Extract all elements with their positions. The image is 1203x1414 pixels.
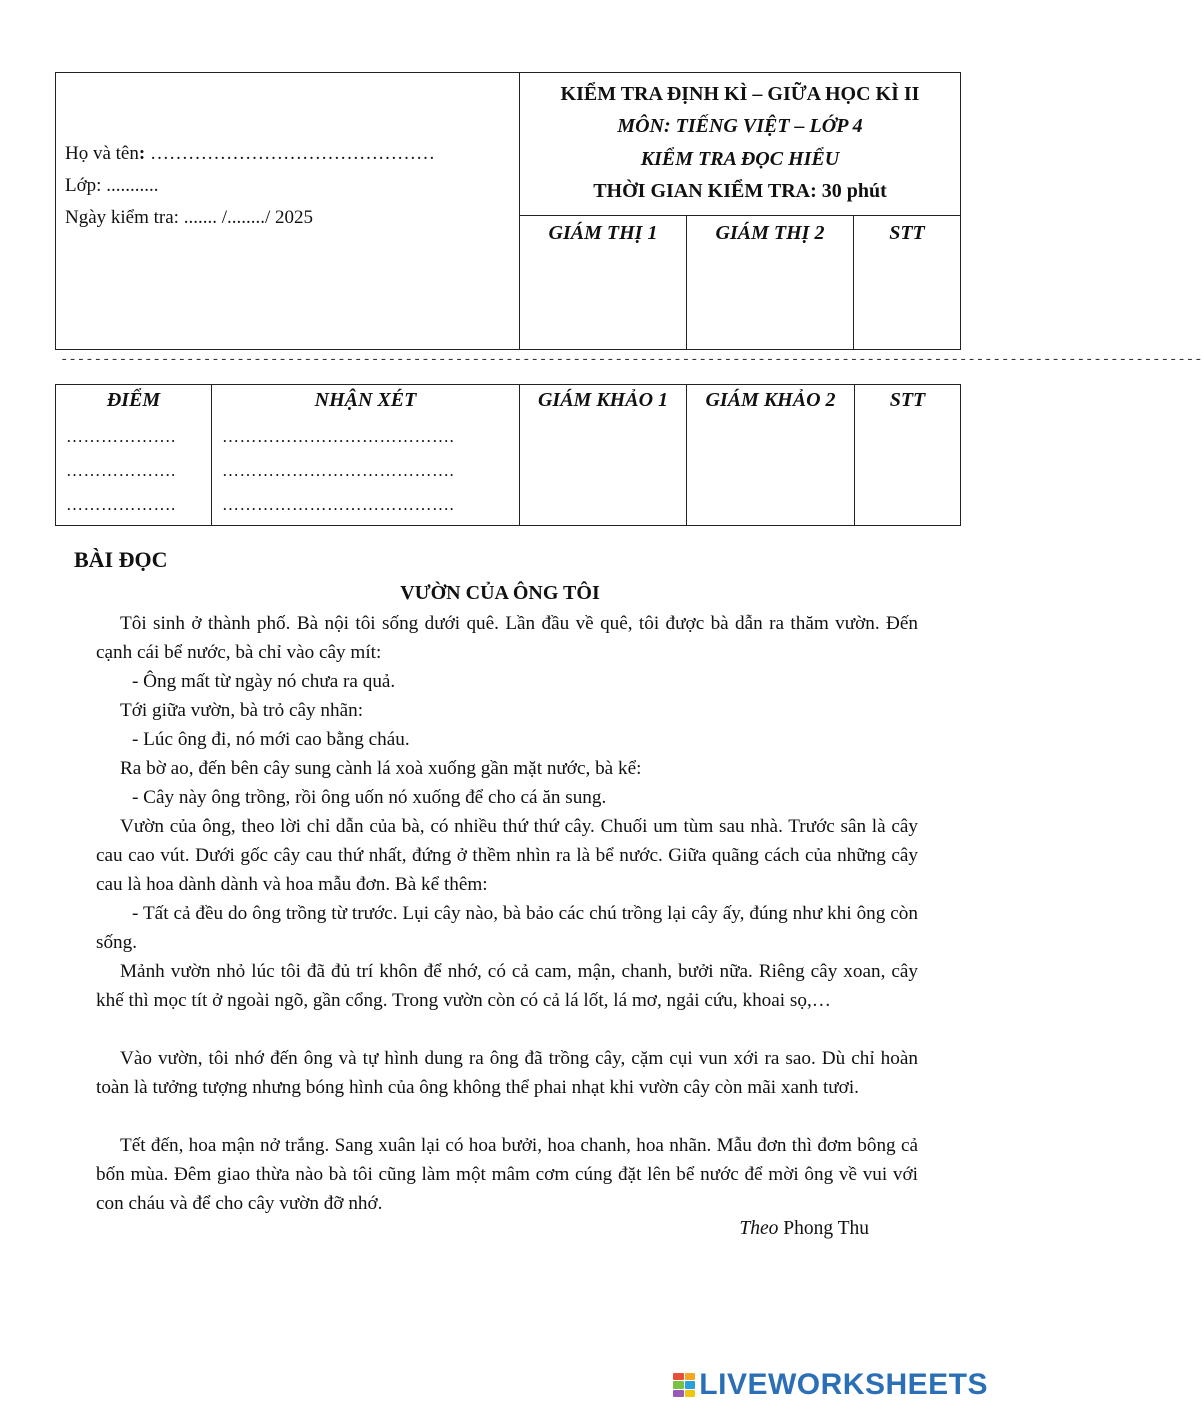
examiner-1-cell[interactable] <box>520 385 687 525</box>
dialogue-line: - Tất cả đều do ông trồng từ trước. Lụi cây nào, bà bảo các chú trồng lại cây ấy, đúng như khi ông còn sống. <box>96 903 918 953</box>
score-dots: ………………. <box>66 461 176 480</box>
student-info-cell <box>56 73 520 349</box>
logo-square <box>673 1373 684 1380</box>
passage-paragraph: Vào vườn, tôi nhớ đến ông và tự hình dung ra ông đã trồng cây, cặm cụi vun xới ra sao. Dù chỉ hoàn toàn là tưởng tượng nhưng bóng hình của ông không thể phai nhạt khi vườn cây còn mãi xanh tươi. <box>96 1048 918 1098</box>
exam-part: KIỂM TRA ĐỌC HIỂU <box>640 148 840 170</box>
examiner-1-header: GIÁM KHẢO 1 <box>537 389 669 411</box>
passage-paragraph: Tôi sinh ở thành phố. Bà nội tôi sống dưới quê. Lần đầu về quê, tôi được bà dẫn ra thăm vườn. Đến cạnh cái bể nước, bà chỉ vào cây mít: <box>96 613 918 663</box>
score-stt-header: STT <box>889 389 926 411</box>
exam-title-cell <box>520 73 960 216</box>
comment-cell[interactable] <box>212 385 520 525</box>
proctor-1-cell[interactable] <box>520 216 687 349</box>
date-line <box>65 207 313 229</box>
exam-header-table <box>55 72 961 350</box>
examiner-2-header: GIÁM KHẢO 2 <box>705 389 836 411</box>
comment-dots: …………………………………. <box>222 461 455 480</box>
passage-paragraph: Tới giữa vườn, bà trỏ cây nhãn: <box>120 700 364 721</box>
name-field[interactable]: ……………………………………… <box>149 143 435 164</box>
proctor-1-header: GIÁM THỊ 1 <box>548 222 658 244</box>
passage-paragraph: Tết đến, hoa mận nở trắng. Sang xuân lại có hoa bưởi, hoa chanh, hoa nhãn. Mẫu đơn thì đơm bông cả bốn mùa. Đêm giao thừa nào bà tôi cũng làm một mâm cơm cúng đặt lên bể nước để mời ông về vui với con cháu và để cho cây vườn đỡ nhớ. <box>96 1135 918 1214</box>
score-dots: ………………. <box>66 427 176 446</box>
logo-square <box>673 1381 684 1388</box>
source-author: Phong Thu <box>783 1218 869 1239</box>
logo-square <box>673 1390 684 1397</box>
exam-subject: MÔN: TIẾNG VIỆT – LỚP 4 <box>617 115 863 137</box>
student-name-line <box>65 143 435 165</box>
passage-title: VƯỜN CỦA ÔNG TÔI <box>400 582 600 604</box>
liveworksheets-logo-text: LIVEWORKSHEETS <box>699 1368 988 1401</box>
dialogue-line: - Lúc ông đi, nó mới cao bằng cháu. <box>132 729 410 750</box>
dialogue-line: - Ông mất từ ngày nó chưa ra quả. <box>132 671 396 692</box>
score-header: ĐIỂM <box>106 389 161 411</box>
proctor-2-cell[interactable] <box>687 216 854 349</box>
class-field[interactable]: ........... <box>106 175 159 196</box>
class-line <box>65 175 158 197</box>
passage-paragraph: Vườn của ông, theo lời chỉ dẫn của bà, có nhiều thứ thứ cây. Chuối um tùm sau nhà. Trước sân là cây cau cao vút. Dưới gốc cây cau thứ nhất, đứng ở thềm nhìn ra là bể nước. Giữa quãng cách của những cây cau là hoa dành dành và hoa mẫu đơn. Bà kể thêm: <box>96 816 918 895</box>
comment-dots: …………………………………. <box>222 427 455 446</box>
date-field[interactable]: ....... /......../ 2025 <box>183 207 314 228</box>
dialogue-line: - Cây này ông trồng, rồi ông uốn nó xuống để cho cá ăn sung. <box>132 787 607 808</box>
date-label: Ngày kiểm tra: <box>65 207 179 228</box>
logo-square <box>685 1381 696 1388</box>
logo-square <box>685 1390 696 1397</box>
passage-paragraph: Mảnh vườn nhỏ lúc tôi đã đủ trí khôn để nhớ, có cả cam, mận, chanh, bưởi nữa. Riêng cây xoan, cây khế thì mọc tít ở ngoài ngõ, gần cổng. Trong vườn còn có cả lá lốt, lá mơ, ngải cứu, khoai sọ,… <box>96 961 918 1011</box>
section-heading: BÀI ĐỌC <box>74 547 168 572</box>
name-label: Họ và tên <box>65 143 139 164</box>
passage-source <box>739 1218 869 1240</box>
score-stt-cell[interactable] <box>855 385 960 525</box>
exam-duration: THỜI GIAN KIỂM TRA: 30 phút <box>593 180 887 202</box>
proctor-stt-cell[interactable] <box>854 216 960 349</box>
comment-header: NHẬN XÉT <box>314 389 417 411</box>
class-label: Lớp: <box>65 175 102 196</box>
score-dots: ………………. <box>66 495 176 514</box>
score-cell[interactable] <box>56 385 212 525</box>
source-prefix: Theo <box>739 1218 779 1239</box>
liveworksheets-logo[interactable] <box>673 1370 988 1400</box>
name-colon: : <box>138 143 146 164</box>
passage-paragraph: Ra bờ ao, đến bên cây sung cành lá xoà xuống gần mặt nước, bà kể: <box>120 758 642 779</box>
examiner-2-cell[interactable] <box>687 385 855 525</box>
proctor-2-header: GIÁM THỊ 2 <box>715 222 825 244</box>
logo-square <box>685 1373 696 1380</box>
score-table <box>55 384 961 526</box>
proctor-stt-header: STT <box>889 222 925 244</box>
liveworksheets-logo-icon <box>673 1373 695 1397</box>
cut-line-separator: ---------------------------------------------------------------------------------------------------------------------------------------- <box>60 352 1203 368</box>
comment-dots: …………………………………. <box>222 495 455 514</box>
exam-title: KIỂM TRA ĐỊNH KÌ – GIỮA HỌC KÌ II <box>560 83 920 105</box>
